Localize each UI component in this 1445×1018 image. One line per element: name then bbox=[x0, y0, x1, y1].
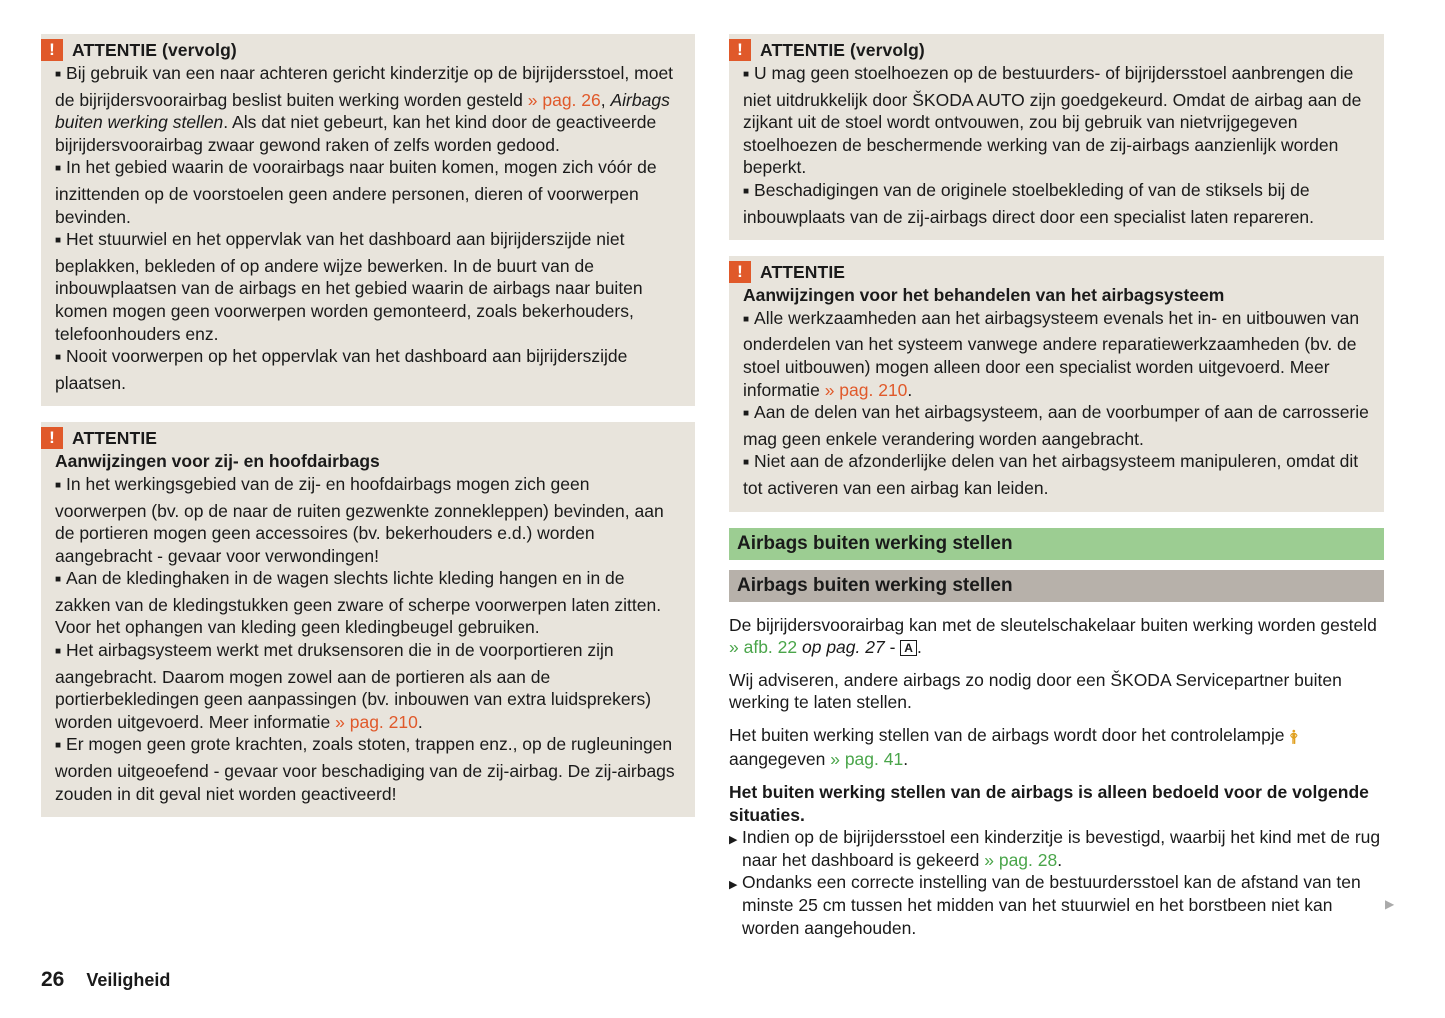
period: . bbox=[907, 379, 913, 400]
continue-arrow-icon: ▶ bbox=[1385, 897, 1395, 911]
period: . bbox=[903, 749, 909, 770]
body-paragraph: Wij adviseren, andere airbags zo nodig door een ŠKODA Servicepartner buiten werking te laten stellen. bbox=[729, 669, 1342, 713]
warning-bullet: ■ In het gebied waarin de voorairbags naar buiten komen, mogen zich vóór de inzittenden op de voorstoelen geen andere personen, dieren of voorwerpen bevinden. bbox=[55, 156, 681, 228]
airbag-off-lamp-icon: 🛉 bbox=[1289, 727, 1299, 745]
page-footer bbox=[41, 968, 170, 992]
period: . bbox=[417, 711, 423, 732]
right-column bbox=[729, 34, 1384, 939]
warning-header bbox=[729, 38, 1370, 62]
body-paragraph bbox=[729, 614, 1384, 659]
warning-subtitle: Aanwijzingen voor zij- en hoofdairbags bbox=[55, 451, 380, 472]
warning-bullet: ■ Aan de delen van het airbagsysteem, aan de voorbumper of aan de carrosserie mag geen enkele verandering worden aangebracht. bbox=[743, 401, 1370, 450]
warning-bullet: ■ Nooit voorwerpen op het oppervlak van het dashboard aan bijrijderszijde plaatsen. bbox=[55, 345, 681, 394]
warning-header bbox=[729, 260, 1370, 284]
left-column bbox=[41, 34, 695, 833]
warning-icon: ! bbox=[41, 39, 63, 61]
dash: - bbox=[884, 637, 901, 658]
list-text: Indien op de bijrijdersstoel een kinderzitje is bevestigd, waarbij het kind met de rug naar het dashboard is gekeerd bbox=[742, 827, 1381, 870]
warning-bullet: ■ In het werkingsgebied van de zij- en hoofdairbags mogen zich geen voorwerpen (bv. op de naar de ruiten gezwenkte zonnekleppen) bevinden, aan de portieren mogen geen accessoires (bv. bekerhouders e.d.) worden aangebracht - gevaar voor verwondingen! bbox=[55, 473, 681, 567]
warning-box-continued bbox=[729, 34, 1384, 240]
warning-title: ATTENTIE bbox=[72, 427, 158, 448]
warning-icon: ! bbox=[729, 39, 751, 61]
warning-subtitle: Aanwijzingen voor het behandelen van het airbagsysteem bbox=[743, 285, 1225, 306]
warning-box-airbag-handling bbox=[729, 256, 1384, 511]
section-name: Veiligheid bbox=[86, 970, 171, 990]
warning-header bbox=[41, 426, 681, 450]
warning-title: ATTENTIE (vervolg) bbox=[760, 39, 925, 60]
warning-box-side-airbags bbox=[41, 422, 695, 817]
bullet-text: Alle werkzaamheden aan het airbagsysteem evenals het in- en uitbouwen van onderdelen van het systeem vanwege andere reparatiewerkzaamheden (bv. de stoel uitbouwen) mogen alleen door een specialist worden uitgevoerd. Meer informatie bbox=[743, 307, 1360, 400]
page-link[interactable]: » pag. 210 bbox=[824, 379, 908, 400]
warning-bullet: ■ Niet aan de afzonderlijke delen van het airbagsysteem manipuleren, omdat dit tot activeren van een airbag kan leiden. bbox=[743, 450, 1370, 499]
warning-bullet: ■ U mag geen stoelhoezen op de bestuurders- of bijrijdersstoel aanbrengen die niet uitdrukkelijk door ŠKODA AUTO zijn goedgekeurd. Omdat de airbag aan de zijkant uit de stoel wordt ontvouwen, zou bij gebruik van nietvrijgegeven stoelhoezen de beschermende werking van de zij-airbags aanzienlijk worden beperkt. bbox=[743, 62, 1370, 179]
page-link[interactable]: » pag. 28 bbox=[984, 849, 1058, 870]
period: . bbox=[916, 637, 922, 658]
figure-label-box: A bbox=[900, 640, 917, 656]
bullet-text-rest: . Als dat niet gebeurt, kan het kind door de geactiveerde bijrijdersvoorairbag zwaar gewond raken of zelfs worden gedood. bbox=[55, 112, 657, 155]
page-link[interactable]: » pag. 41 bbox=[830, 749, 904, 770]
list-item bbox=[729, 826, 1384, 871]
paragraph-text: aangegeven bbox=[729, 749, 831, 770]
warning-icon: ! bbox=[729, 261, 751, 283]
warning-bullet: ■ Er mogen geen grote krachten, zoals stoten, trappen enz., op de rugleuningen worden uitgeoefend - gevaar voor beschadiging van de zij-airbag. De zij-airbags zouden in dit geval niet worden geactiveerd! bbox=[55, 733, 681, 805]
warning-bullet bbox=[55, 639, 681, 733]
warning-box-continued bbox=[41, 34, 695, 406]
warning-bullet bbox=[55, 62, 681, 156]
period: . bbox=[1057, 849, 1063, 870]
warning-icon: ! bbox=[41, 427, 63, 449]
list-item: ▶ Ondanks een correcte instelling van de bestuurdersstoel kan de afstand van ten minste 25 cm tussen het midden van het stuurwiel en het borstbeen niet kan worden aangehouden. bbox=[729, 871, 1384, 939]
warning-title: ATTENTIE bbox=[760, 261, 846, 282]
warning-bullet: ■ Aan de kledinghaken in de wagen slechts lichte kleding hangen en in de zakken van de kledingstukken geen zware of scherpe voorwerpen laten zitten. Voor het ophangen van kleding geen kledingbeugel gebruiken. bbox=[55, 567, 681, 639]
bullet-text: Bij gebruik van een naar achteren gericht kinderzitje op de bijrijdersstoel, moet de bijrijdersvoorairbag beslist buiten werking worden gesteld bbox=[55, 63, 674, 110]
paragraph-text: De bijrijdersvoorairbag kan met de sleutelschakelaar buiten werking worden gesteld bbox=[729, 614, 1377, 635]
section-heading-green: Airbags buiten werking stellen bbox=[729, 528, 1384, 560]
section-heading-grey: Airbags buiten werking stellen bbox=[729, 570, 1384, 602]
warning-title: ATTENTIE (vervolg) bbox=[72, 39, 237, 60]
separator: , bbox=[600, 89, 611, 110]
figure-link[interactable]: » afb. 22 bbox=[729, 637, 798, 658]
italic-ref: Airbags buiten werking stellen bbox=[55, 89, 670, 133]
warning-header bbox=[41, 38, 681, 62]
italic-ref: op pag. 27 bbox=[797, 637, 885, 658]
bold-paragraph: Het buiten werking stellen van de airbags is alleen bedoeld voor de volgende situaties. bbox=[729, 782, 1369, 825]
warning-bullet: ■ Beschadigingen van de originele stoelbekleding of van de stiksels bij de inbouwplaats van de zij-airbags direct door een specialist laten repareren. bbox=[743, 179, 1370, 228]
warning-bullet bbox=[743, 307, 1370, 401]
paragraph-text: Het buiten werking stellen van de airbags wordt door het controlelampje bbox=[729, 724, 1290, 745]
page-link[interactable]: » pag. 26 bbox=[527, 89, 601, 110]
warning-bullet: ■ Het stuurwiel en het oppervlak van het dashboard aan bijrijderszijde niet beplakken, bekleden of op andere wijze bewerken. In de buurt van de inbouwplaatsen van de airbags en het gebied waarin de airbags naar buiten komen mogen geen voorwerpen worden gemonteerd, zoals bekerhouders, telefoonhouders enz. bbox=[55, 228, 681, 345]
page-link[interactable]: » pag. 210 bbox=[335, 711, 418, 732]
page-number: 26 bbox=[41, 968, 65, 991]
bullet-text: Het airbagsysteem werkt met druksensoren die in de voorportieren zijn aangebracht. Daarom mogen zowel aan de portieren als aan de portierbekledingen geen aanpassingen (bv. inbouwen van extra luidsprekers) worden uitgevoerd. Meer informatie bbox=[55, 640, 652, 732]
body-paragraph bbox=[729, 724, 1384, 771]
